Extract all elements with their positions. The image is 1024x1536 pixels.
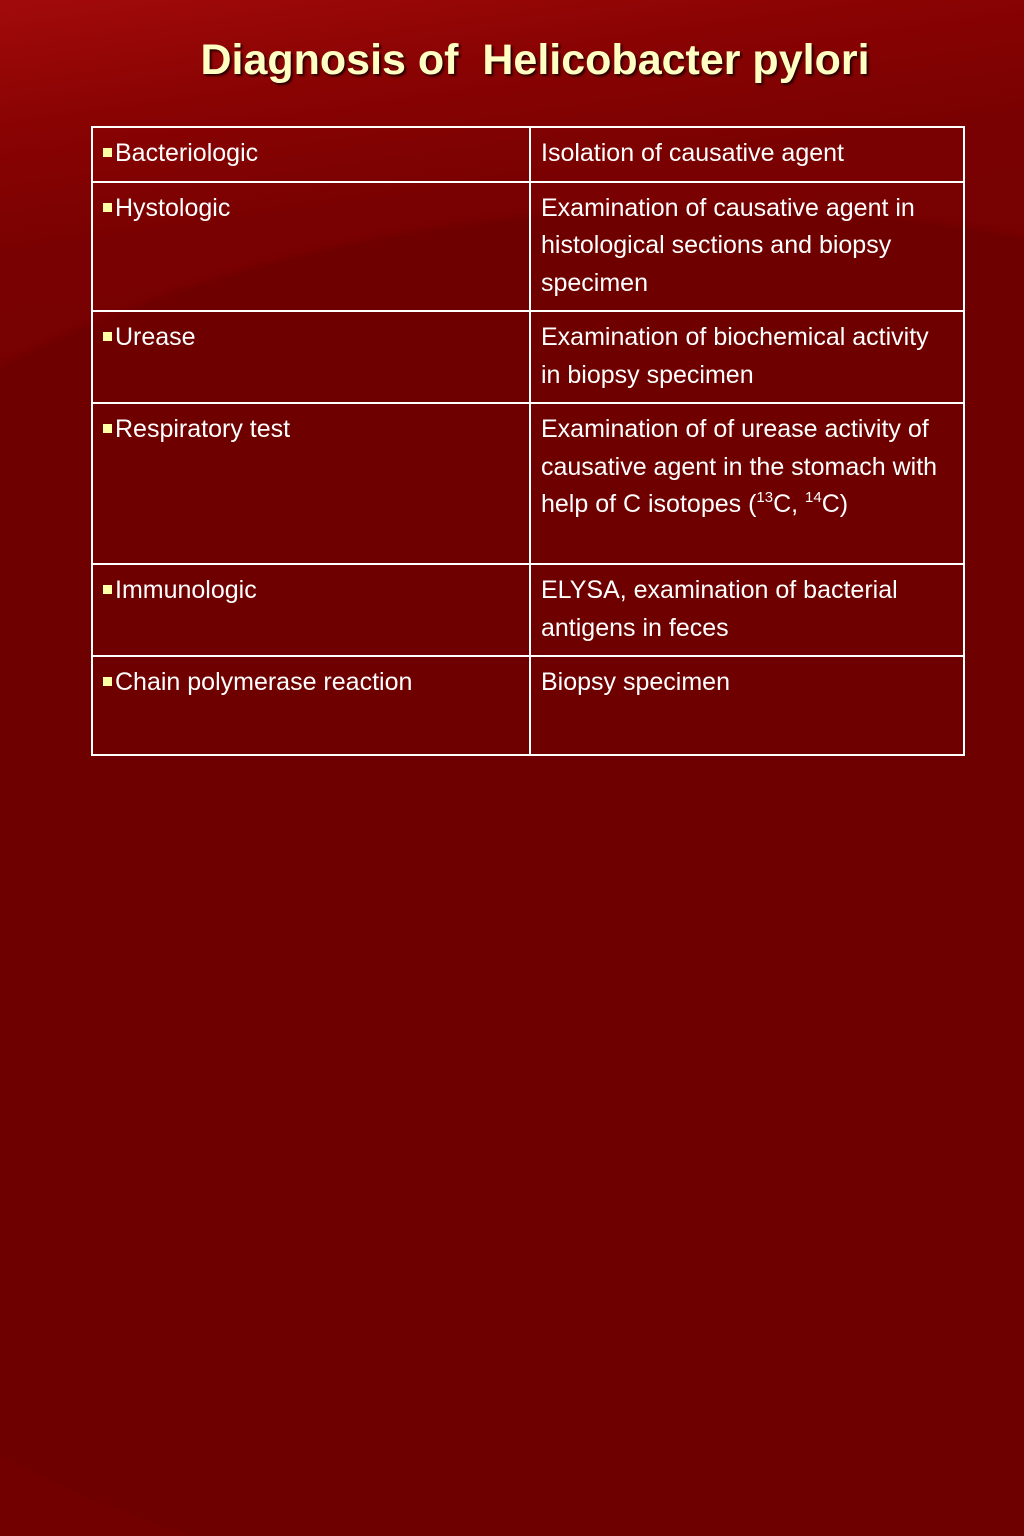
slide-title: Diagnosis of Helicobacter pylori (200, 36, 870, 84)
description-text: Biopsy specimen (541, 668, 730, 696)
method-cell (92, 656, 530, 755)
table-row (92, 656, 964, 755)
description-text: Examination of causative agent in histological sections and biopsy specimen (541, 193, 915, 297)
method-label: Chain polymerase reaction (115, 668, 413, 696)
isotope-symbol: C, (773, 490, 806, 518)
method-label: Urease (115, 323, 196, 351)
table-row (92, 182, 964, 312)
description-text: ELYSA, examination of bacterial antigens in feces (541, 576, 898, 642)
description-cell (530, 127, 964, 182)
method-label: Bacteriologic (115, 139, 259, 167)
method-label: Hystologic (115, 193, 231, 222)
method-cell (92, 311, 530, 403)
square-bullet-icon (103, 148, 112, 157)
method-cell (92, 403, 530, 564)
square-bullet-icon (103, 424, 112, 433)
isotope-mass-14: 14 (805, 489, 822, 506)
table-row (92, 564, 964, 656)
square-bullet-icon (103, 332, 112, 341)
description-text: Examination of of urease activity of causative agent in the stomach with help of C isotopes ( (541, 415, 938, 518)
description-text: Isolation of causative agent (541, 139, 844, 167)
method-label: Respiratory test (115, 415, 291, 443)
square-bullet-icon (103, 585, 112, 594)
description-text: Examination of biochemical activity in biopsy specimen (541, 323, 929, 389)
method-cell (92, 127, 530, 182)
table-row (92, 311, 964, 403)
diagnosis-table (91, 126, 965, 756)
method-cell (92, 182, 530, 312)
method-cell (92, 564, 530, 656)
method-label: Immunologic (115, 576, 257, 604)
description-cell (530, 564, 964, 656)
description-cell (530, 182, 964, 312)
table-row (92, 127, 964, 182)
table-row (92, 403, 964, 564)
description-cell (530, 403, 964, 564)
isotope-symbol: C) (821, 490, 849, 518)
description-cell (530, 311, 964, 403)
square-bullet-icon (103, 203, 112, 212)
isotope-mass-13: 13 (756, 489, 774, 506)
square-bullet-icon (103, 677, 112, 686)
description-cell (530, 656, 964, 755)
